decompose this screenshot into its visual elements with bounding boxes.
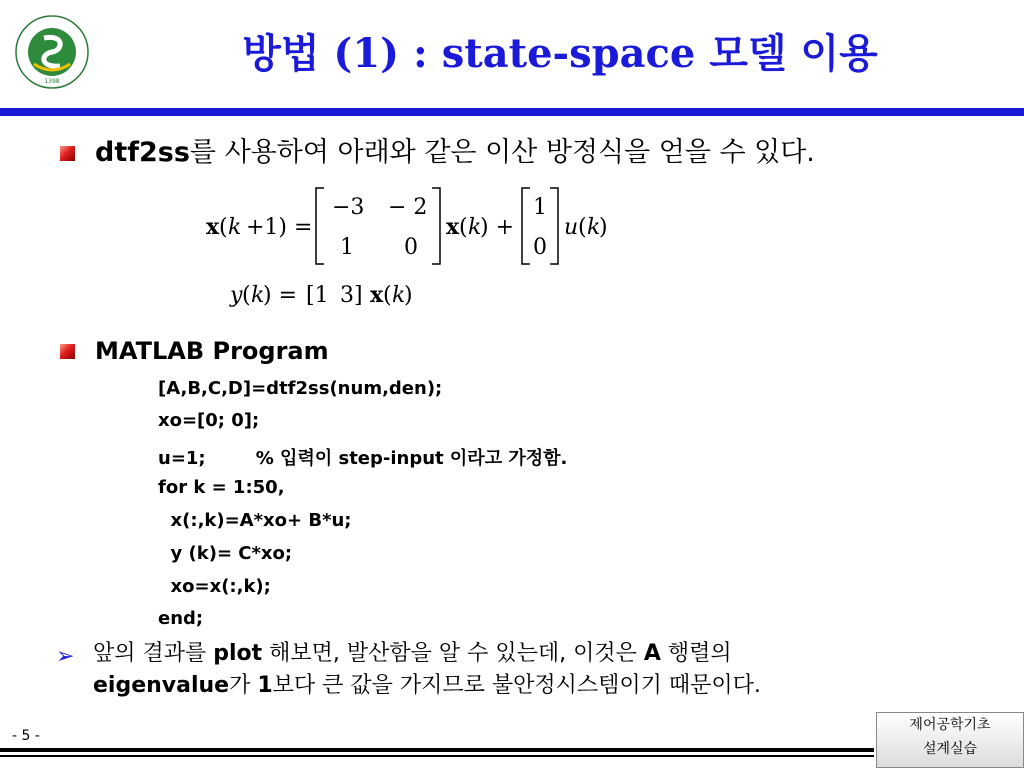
- svg-text:) =: ) =: [263, 283, 298, 308]
- footer-rule: [0, 755, 874, 757]
- svg-text:u: u: [564, 215, 579, 240]
- svg-text:(: (: [383, 283, 392, 308]
- svg-text:): ): [404, 283, 413, 308]
- matrix-b-2: 0: [533, 235, 547, 260]
- bullet-2-label: MATLAB Program: [95, 337, 329, 365]
- svg-text:(: (: [219, 215, 228, 240]
- matrix-a-22: 0: [404, 235, 418, 260]
- bullet-3-keyword: eigenvalue: [93, 673, 230, 698]
- bullet-3-part: 가: [229, 673, 258, 698]
- matrix-b-1: 1: [533, 195, 547, 220]
- bullet-square-icon: [60, 344, 75, 359]
- university-logo: [14, 14, 90, 90]
- course-label-box: [876, 712, 1024, 768]
- code-line: end;: [158, 608, 204, 629]
- svg-text:k: k: [228, 215, 242, 240]
- svg-text:x: x: [206, 214, 220, 240]
- state-equation: [200, 184, 630, 268]
- svg-text:k: k: [587, 215, 601, 240]
- bullet-3-keyword: A: [643, 641, 661, 666]
- logo-year: 1398: [44, 78, 60, 85]
- svg-text:x: x: [446, 214, 460, 240]
- bullet-3-keyword: plot: [213, 641, 263, 666]
- svg-text:(: (: [578, 215, 587, 240]
- bullet-3-text: [93, 638, 953, 702]
- code-line: u=1; % 입력이 step-input 이라고 가정함.: [158, 448, 568, 469]
- bullet-3-part: 보다 큰 값을 가지므로 불안정시스템이기 때문이다.: [272, 673, 761, 698]
- code-line: xo=[0; 0];: [158, 410, 260, 431]
- code-line: xo=x(:,k);: [158, 576, 271, 597]
- bullet-1-keyword: dtf2ss: [95, 137, 190, 168]
- title-divider: [0, 108, 1024, 116]
- footer-rule: [0, 748, 874, 752]
- svg-text:(: (: [242, 283, 251, 308]
- bullet-square-icon: [60, 146, 75, 161]
- bullet-3-part: 해보면, 발산함을 알 수 있는데, 이것은: [262, 641, 644, 666]
- bullet-1-body: 를 사용하여 아래와 같은 이산 방정식을 얻을 수 있다.: [189, 137, 815, 168]
- matrix-a-12: − 2: [388, 195, 428, 220]
- code-line: x(:,k)=A*xo+ B*u;: [158, 510, 352, 531]
- course-label-line2: 설계실습: [922, 741, 978, 757]
- code-line: for k = 1:50,: [158, 477, 285, 498]
- code-line: y (k)= C*xo;: [158, 543, 293, 564]
- output-equation: [228, 276, 438, 312]
- matrix-a-21: 1: [340, 235, 354, 260]
- bullet-3-part: 앞의 결과를: [93, 641, 214, 666]
- bullet-3-keyword: 1: [257, 673, 273, 698]
- page-title: 방법 (1) : state-space 모델 이용: [242, 30, 878, 77]
- svg-text:x: x: [370, 282, 384, 308]
- page-number: - 5 -: [12, 728, 40, 744]
- svg-text:(: (: [459, 215, 468, 240]
- course-label-line1: 제어공학기초: [909, 717, 991, 733]
- code-line: [A,B,C,D]=dtf2ss(num,den);: [158, 378, 443, 399]
- svg-text:k: k: [392, 283, 406, 308]
- matrix-c-2: 3]: [340, 283, 363, 308]
- matrix-c-1: [1: [306, 283, 329, 308]
- svg-text:k: k: [468, 215, 482, 240]
- bullet-1-text: [95, 134, 935, 172]
- svg-text:y: y: [230, 283, 243, 308]
- matrix-a-11: −3: [332, 195, 365, 220]
- bullet-3-part: 행렬의: [660, 641, 732, 666]
- svg-text:) +: ) +: [480, 215, 515, 240]
- svg-text:): ): [599, 215, 608, 240]
- svg-text:k: k: [251, 283, 265, 308]
- svg-text:+1) =: +1) =: [246, 215, 313, 240]
- arrow-bullet-icon: ➢: [56, 644, 75, 669]
